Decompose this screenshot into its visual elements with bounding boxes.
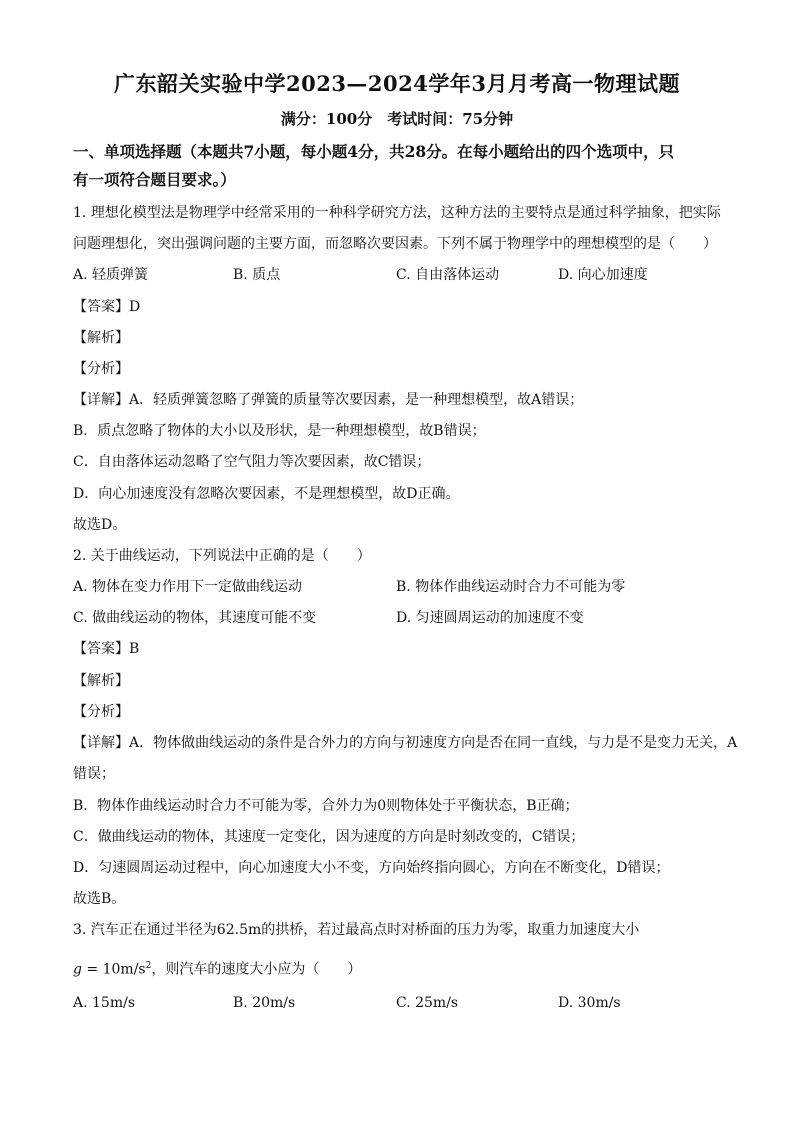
q2-answer: 【答案】B [73, 641, 140, 657]
q1-analysis-label: 【解析】 [73, 330, 129, 346]
q3-formula-value: = 10m/s [81, 961, 146, 978]
exam-title: 广东韶关实验中学2023—2024学年3月月考高一物理试题 [113, 71, 680, 96]
q2-option-b: B. 物体作曲线运动时合力不可能为零 [396, 579, 626, 595]
q3-formula-variable: g [73, 961, 82, 978]
q1-detail-line: C．自由落体运动忽略了空气阻力等次要因素，故C错误； [73, 454, 431, 470]
q2-detail-line: C．做曲线运动的物体，其速度一定变化，因为速度的方向是时刻改变的，C错误； [73, 829, 585, 845]
q1-answer: 【答案】D [73, 299, 141, 315]
q3-stem-tail: ，则汽车的速度大小应为（ ） [151, 961, 362, 978]
q1-detail-line: B．质点忽略了物体的大小以及形状，是一种理想模型，故B错误； [73, 423, 486, 439]
q3-option-a: A. 15m/s [73, 995, 136, 1011]
q2-analysis-label: 【解析】 [73, 673, 129, 689]
q2-detail-line: 【详解】A．物体做曲线运动的条件是合外力的方向与初速度方向是否在同一直线，与力是不是变力无关，A [73, 735, 738, 751]
q2-option-c: C. 做曲线运动的物体，其速度可能不变 [73, 610, 317, 626]
q1-option-b: B. 质点 [233, 267, 281, 283]
q2-detail-line: B．物体作曲线运动时合力不可能为零，合外力为0则物体处于平衡状态，B正确； [73, 798, 579, 814]
section-heading-line2: 有一项符合题目要求。） [73, 170, 236, 189]
q3-stem-line1: 3. 汽车正在通过半径为62.5m的拱桥，若过最高点时对桥面的压力为零，取重力加速度大小 [73, 922, 640, 938]
q3-option-d: D. 30m/s [558, 995, 621, 1011]
q2-stem: 2. 关于曲线运动，下列说法中正确的是（ ） [73, 548, 371, 564]
q1-option-a: A. 轻质弹簧 [73, 267, 149, 283]
q2-option-d: D. 匀速圆周运动的加速度不变 [396, 610, 584, 626]
q2-option-a: A. 物体在变力作用下一定做曲线运动 [73, 579, 303, 595]
q1-detail-line: 【详解】A．轻质弹簧忽略了弹簧的质量等次要因素，是一种理想模型，故A错误； [73, 392, 584, 408]
q1-detail-line: D．向心加速度没有忽略次要因素，不是理想模型，故D正确。 [73, 486, 460, 502]
q3-formula-exponent: 2 [145, 961, 152, 971]
q1-stem-line1: 1. 理想化模型法是物理学中经常采用的一种科学研究方法，这种方法的主要特点是通过科学抽象，把实际 [73, 205, 721, 221]
q1-conclusion: 故选D。 [73, 517, 127, 533]
q2-conclusion: 故选B。 [73, 891, 126, 907]
q1-stem-line2: 问题理想化，突出强调问题的主要方面，而忽略次要因素。下列不属于物理学中的理想模型的是（ ） [73, 236, 717, 252]
q1-option-c: C. 自由落体运动 [396, 267, 500, 283]
section-heading-line1: 一、单项选择题（本题共7小题，每小题4分，共28分。在每小题给出的四个选项中，只 [73, 142, 675, 161]
q1-fenxi-label: 【分析】 [73, 361, 129, 377]
q1-option-d: D. 向心加速度 [558, 267, 648, 283]
q3-option-c: C. 25m/s [396, 995, 459, 1011]
q2-detail-line: D．匀速圆周运动过程中，向心加速度大小不变，方向始终指向圆心，方向在不断变化，D错误； [73, 860, 670, 876]
q2-detail-line: 错误； [73, 766, 115, 782]
q3-stem-line2 [73, 956, 361, 980]
q3-option-b: B. 20m/s [233, 995, 296, 1011]
exam-subtitle: 满分：100分 考试时间：75分钟 [280, 110, 514, 128]
q2-fenxi-label: 【分析】 [73, 704, 129, 720]
